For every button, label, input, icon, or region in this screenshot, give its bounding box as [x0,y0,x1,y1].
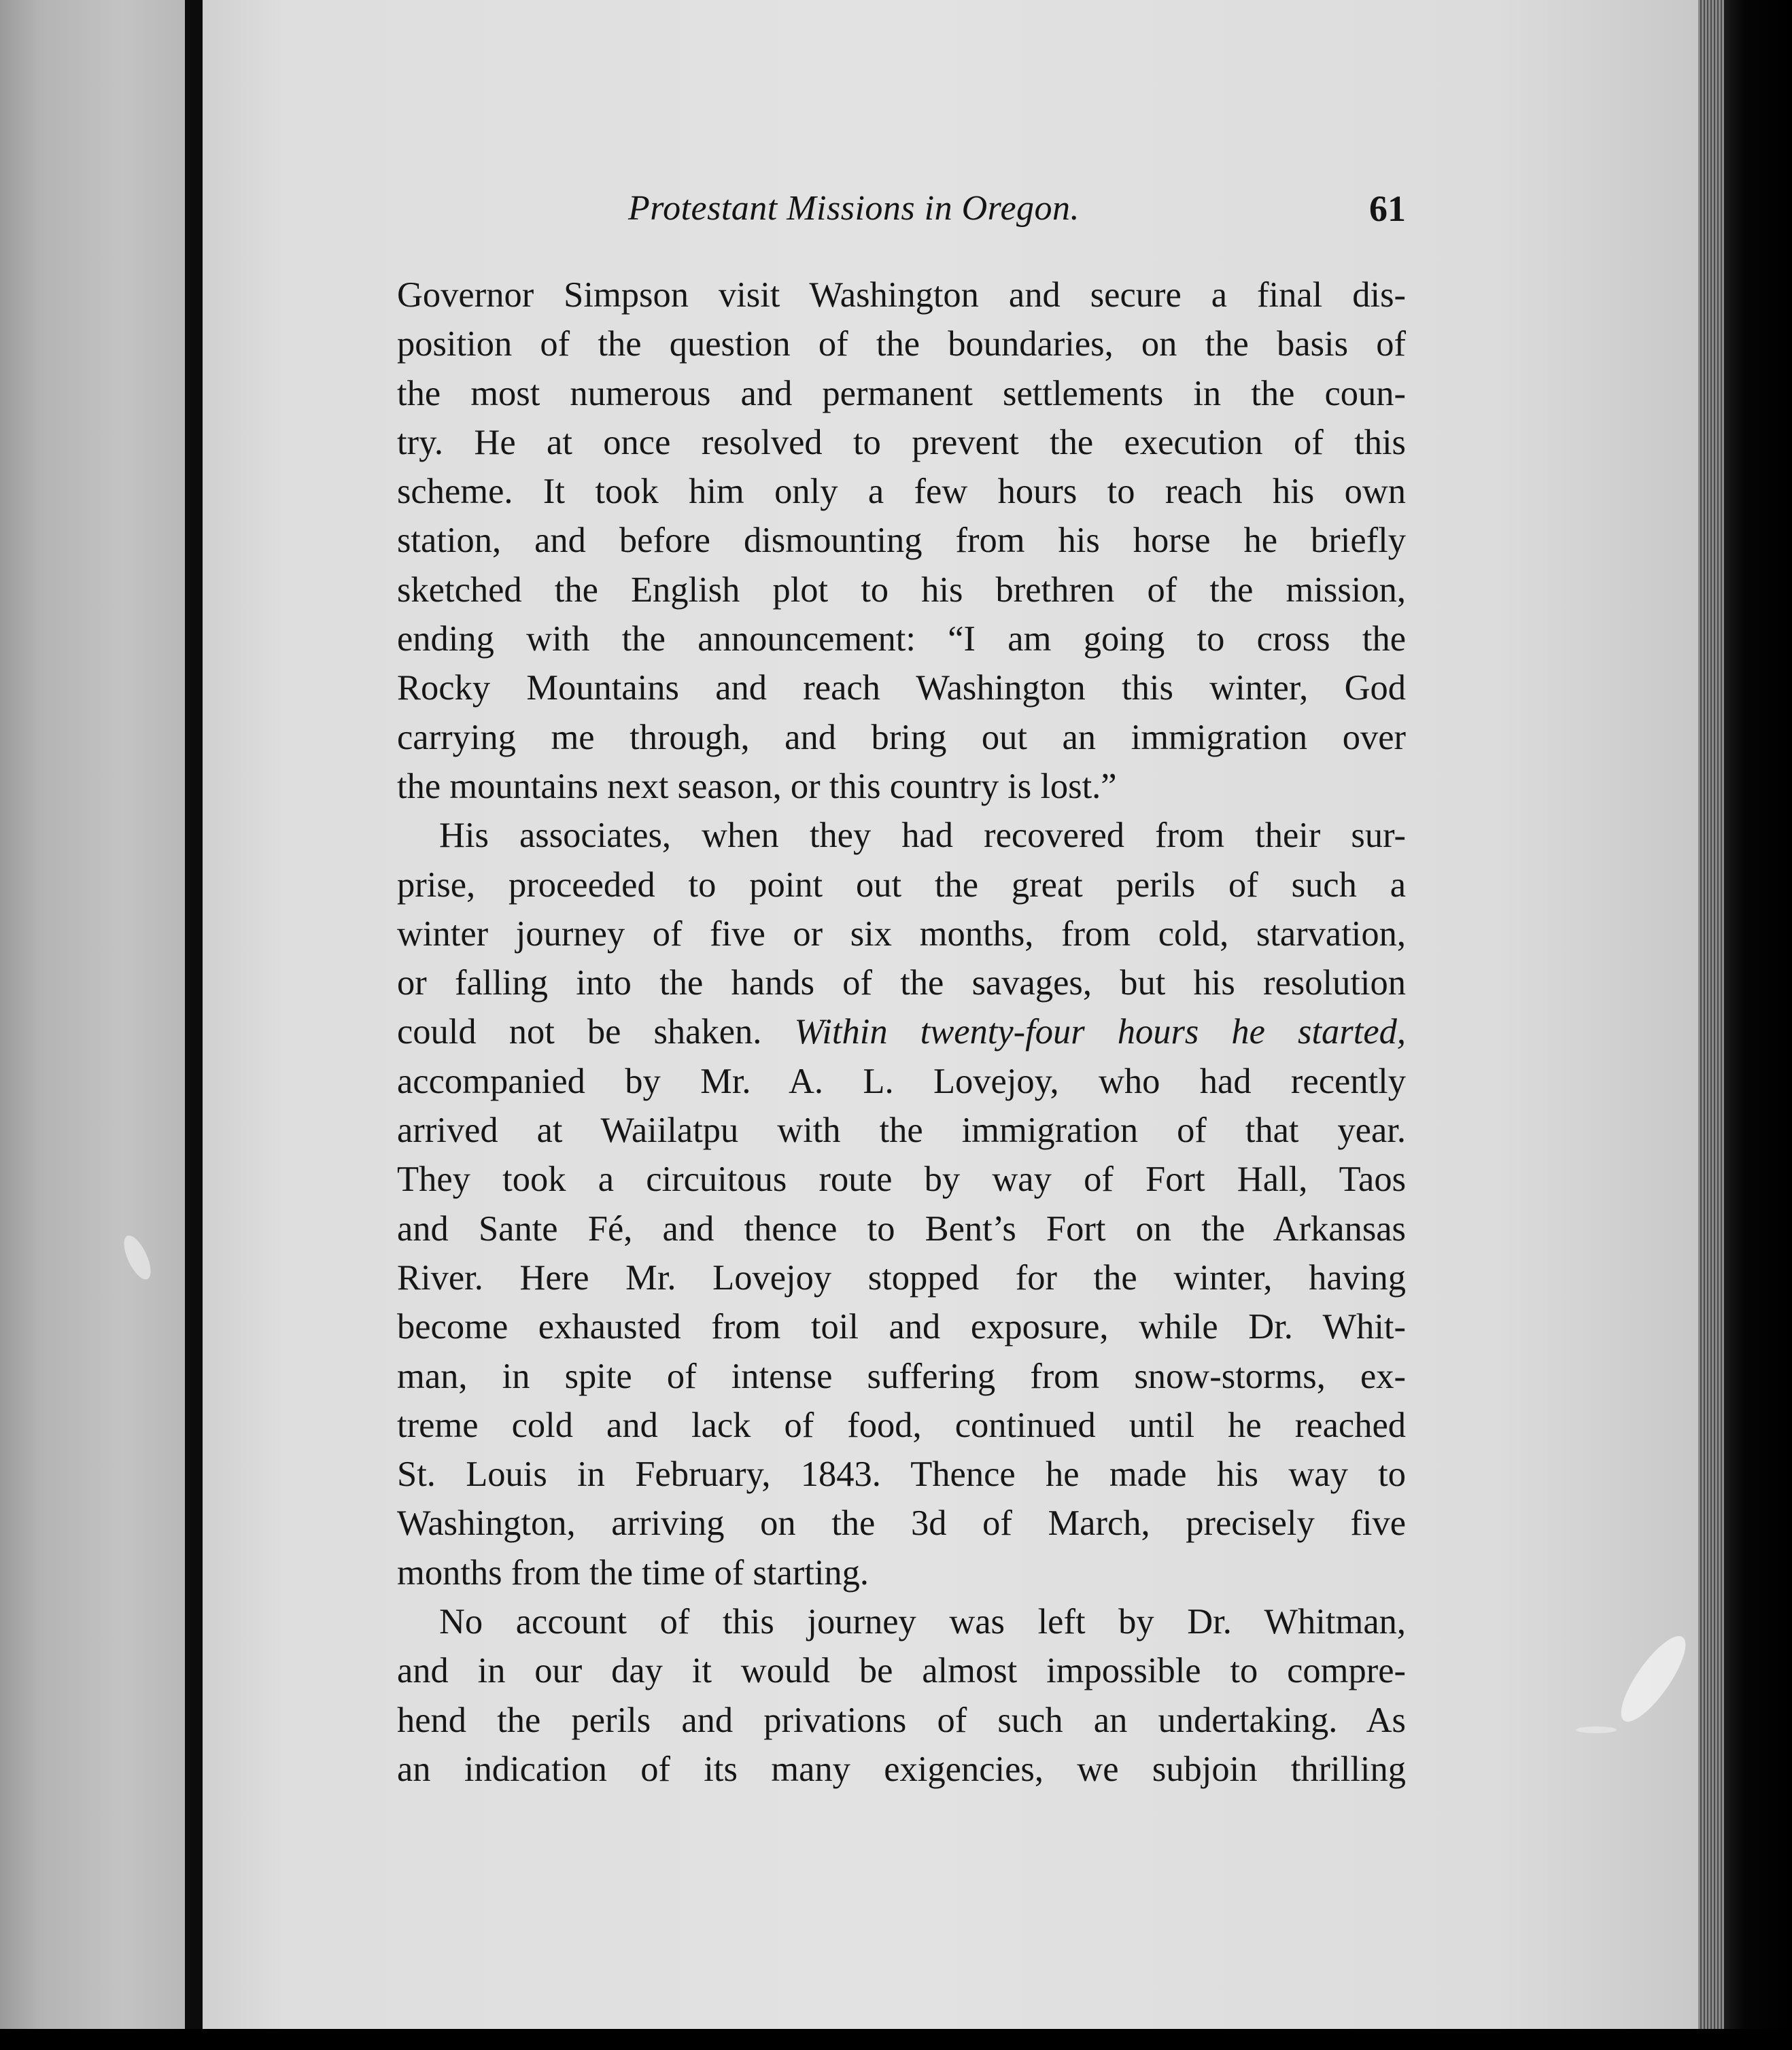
text-line: become exhausted from toil and exposure, while Dr. Whit- [397,1307,1406,1347]
paragraph-2 [397,811,1406,1597]
text-line: and in our day it would be almost impossible to compre- [397,1651,1406,1691]
text-line: hend the perils and privations of such an undertaking. As [397,1700,1406,1740]
text-line: They took a circuitous route by way of Fort Hall, Taos [397,1160,1406,1200]
text-line: and Sante Fé, and thence to Bent’s Fort on the Arkansas [397,1209,1406,1249]
body-text [397,271,1406,1794]
left-page-edge [0,0,185,2029]
text-line: station, and before dismounting from his horse he briefly [397,521,1406,561]
text-line: accompanied by Mr. A. L. Lovejoy, who had recently [397,1061,1406,1101]
text-line: the most numerous and permanent settlements in the coun- [397,373,1406,413]
text-line: scheme. It took him only a few hours to reach his own [397,472,1406,512]
text-line: months from the time of starting. [397,1552,869,1593]
text-line: or falling into the hands of the savages, but his resolution [397,963,1406,1003]
paragraph-1 [397,271,1406,811]
text-line: an indication of its many exigencies, we subjoin thrilling [397,1749,1406,1789]
text-line: treme cold and lack of food, continued until he reached [397,1405,1406,1445]
text-line: St. Louis in February, 1843. Thence he made his way to [397,1455,1406,1495]
text-line: River. Here Mr. Lovejoy stopped for the winter, having [397,1257,1406,1298]
running-title: Protestant Missions in Oregon. [628,189,1080,228]
text-line: Governor Simpson visit Washington and secure a final dis- [397,275,1406,315]
text-line: No account of this journey was left by Dr. Whitman, [439,1602,1406,1642]
text-line: His associates, when they had recovered from their sur- [439,816,1406,856]
text-line: Rocky Mountains and reach Washington this winter, God [397,668,1406,708]
text-line: winter journey of five or six months, from cold, starvation, [397,914,1406,954]
scan-border [0,2029,1792,2050]
text-line: arrived at Waiilatpu with the immigration of that year. [397,1111,1406,1151]
book-gutter [185,0,203,2029]
book-cover-edge [1724,0,1792,2050]
text-run: could not be shaken. [397,1012,795,1052]
paper-blemish [1610,1628,1695,1730]
text-line: Washington, arriving on the 3d of March, precisely five [397,1504,1406,1544]
text-line: prise, proceeded to point out the great perils of such a [397,865,1406,905]
text-line: sketched the English plot to his brethren of the mission, [397,570,1406,610]
text-line: ending with the announcement: “I am going to cross the [397,619,1406,659]
text-line: carrying me through, and bring out an immigration over [397,717,1406,757]
page-number: 61 [1369,188,1406,229]
text-line: try. He at once resolved to prevent the execution of this [397,422,1406,462]
text-line: the mountains next season, or this country is lost.” [397,766,1117,806]
paper-blemish [1576,1726,1617,1733]
paragraph-3 [397,1597,1406,1794]
page-header [628,185,1406,232]
text-line: position of the question of the boundaries, on the basis of [397,324,1406,364]
text-line-with-italic [397,1007,1406,1056]
text-line: man, in spite of intense suffering from snow-storms, ex- [397,1356,1406,1396]
italic-emphasis: Within twenty-four hours he started, [794,1012,1407,1052]
page-stack-edges [1698,0,1724,2029]
